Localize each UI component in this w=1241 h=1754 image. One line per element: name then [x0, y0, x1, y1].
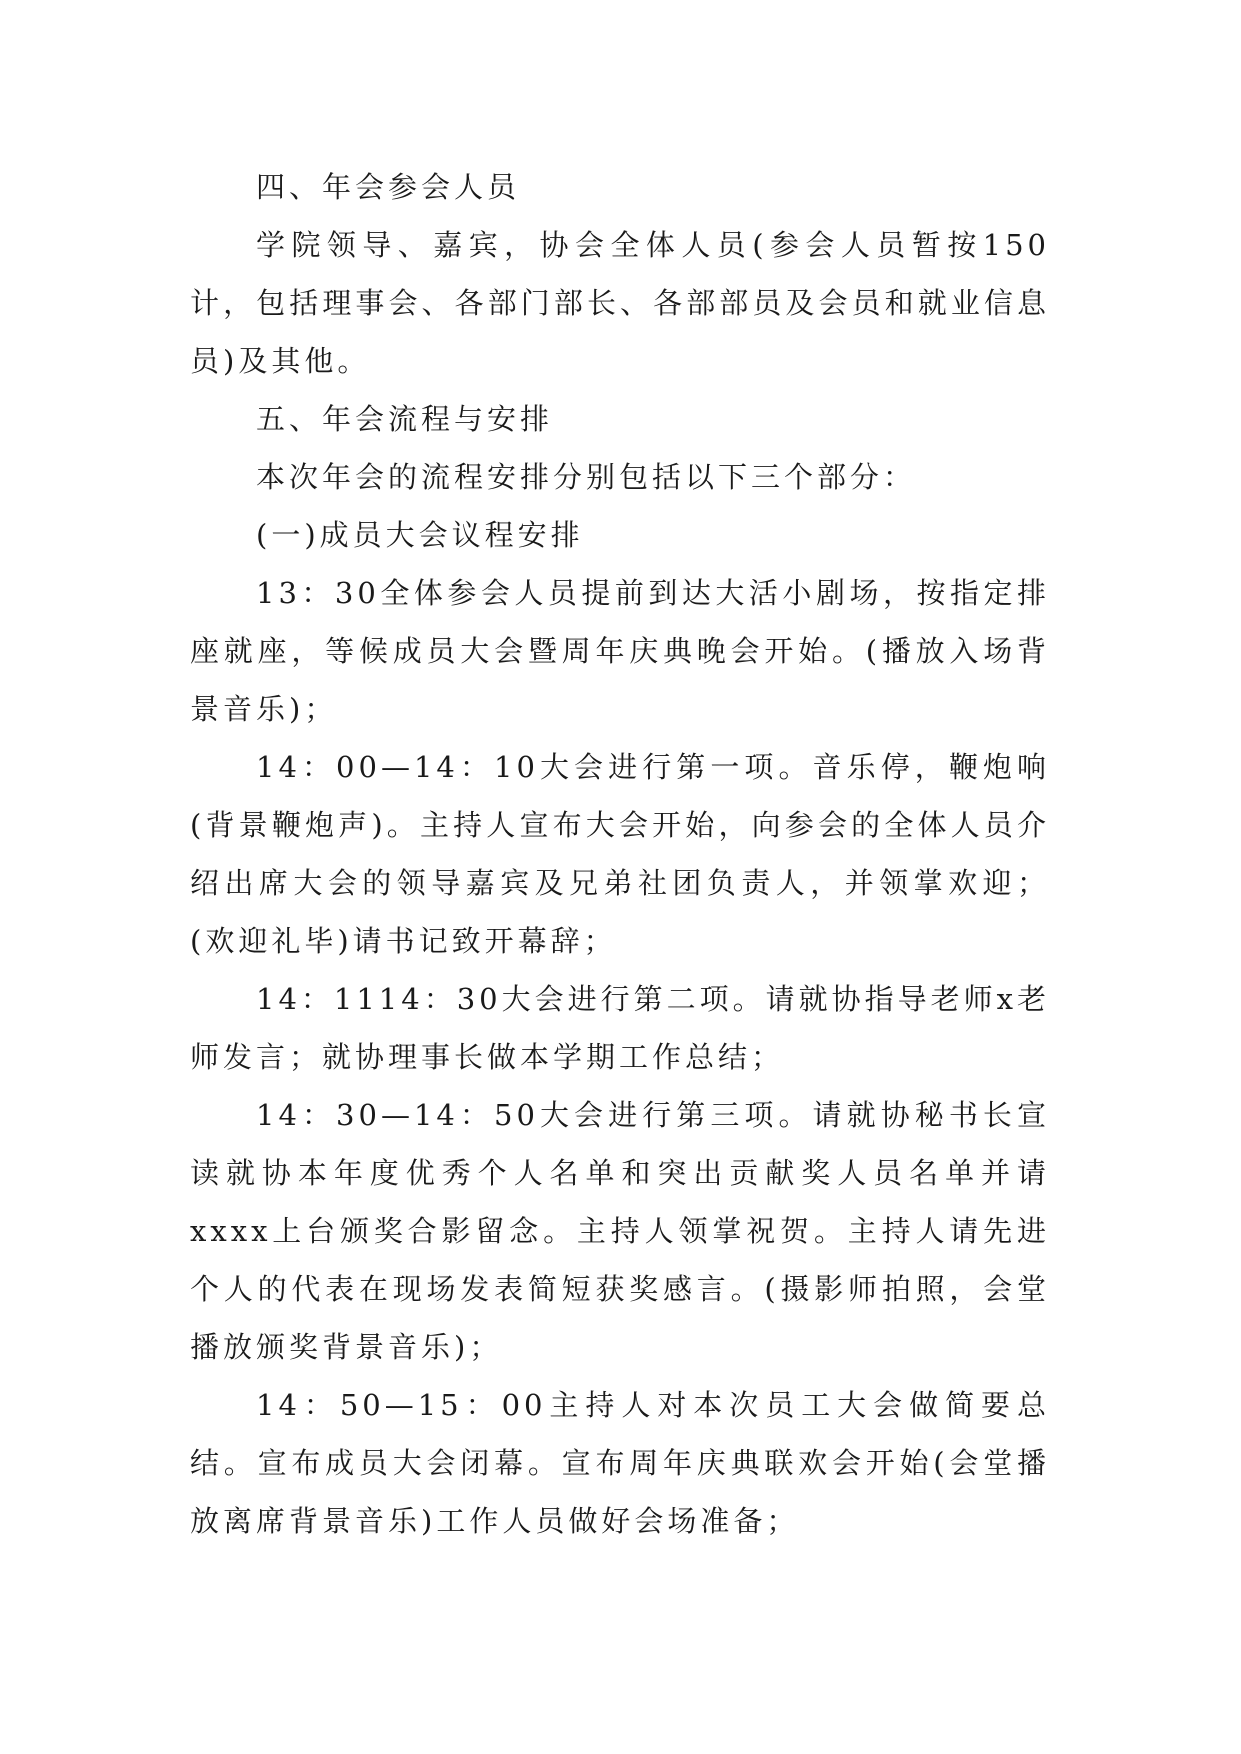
document-page	[190, 158, 1050, 1550]
agenda-item: 14：1114：30大会进行第二项。请就协指导老师x老师发言；就协理事长做本学期工作总结；	[190, 982, 1050, 1074]
section-4-heading: 四、年会参会人员	[256, 170, 521, 204]
section-5-heading: 五、年会流程与安排	[256, 402, 554, 436]
section-5-subheading: (一)成员大会议程安排	[256, 518, 584, 552]
section-5-intro: 本次年会的流程安排分别包括以下三个部分：	[256, 460, 917, 494]
agenda-item: 14：50—15：00主持人对本次员工大会做简要总结。宣布成员大会闭幕。宣布周年庆典联欢会开始(会堂播放离席背景音乐)工作人员做好会场准备；	[190, 1388, 1050, 1538]
agenda-item: 13：30全体参会人员提前到达大活小剧场，按指定排座就座，等候成员大会暨周年庆典晚会开始。(播放入场背景音乐)；	[190, 576, 1050, 726]
section-4-body: 学院领导、嘉宾，协会全体人员(参会人员暂按150计，包括理事会、各部门部长、各部部员及会员和就业信息员)及其他。	[190, 228, 1050, 378]
agenda-item: 14：00—14：10大会进行第一项。音乐停，鞭炮响(背景鞭炮声)。主持人宣布大会开始，向参会的全体人员介绍出席大会的领导嘉宾及兄弟社团负责人，并领掌欢迎；(欢迎礼毕)请书记致开幕辞；	[190, 750, 1050, 958]
agenda-item: 14：30—14：50大会进行第三项。请就协秘书长宣读就协本年度优秀个人名单和突出贡献奖人员名单并请xxxx上台颁奖合影留念。主持人领掌祝贺。主持人请先进个人的代表在现场发表简短获奖感言。(摄影师拍照，会堂播放颁奖背景音乐)；	[190, 1098, 1050, 1364]
